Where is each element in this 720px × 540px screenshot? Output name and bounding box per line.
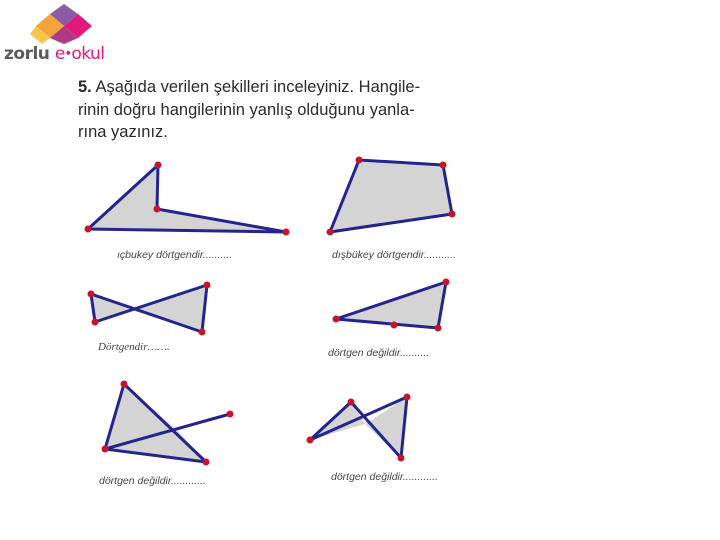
figure-3-crossed-shape: [88, 282, 211, 336]
caption-fig2: dışbükey dörtgendir...........: [332, 249, 456, 261]
figure-5-open-shape: [99, 381, 234, 488]
question-number: 5.: [78, 78, 92, 96]
question-line-2: rinin doğru hangilerinin yanlış olduğunu yanla-: [78, 100, 415, 119]
caption-fig1: ıçbukey dörtgendir..........: [117, 249, 233, 261]
caption-fig5: dörtgen değildir............: [99, 475, 206, 487]
figure-1-concave-quadrilateral: [85, 162, 290, 262]
figure-6-zigzag: [307, 394, 439, 484]
question-line-1: Aşağıda verilen şekilleri inceleyiniz. Hangile-: [95, 78, 421, 96]
caption-fig4: dörtgen değildir..........: [328, 347, 430, 359]
question-line-3: rına yazınız.: [78, 123, 168, 141]
brand-text: zorlu e•okul: [4, 44, 105, 64]
caption-fig6: dörtgen değildir............: [331, 471, 438, 483]
figure-4-triangle-with-point: [328, 279, 450, 360]
handwritten-answer-fig3: Dörtgendir…….: [98, 341, 170, 353]
figure-2-convex-quadrilateral: [327, 157, 456, 262]
